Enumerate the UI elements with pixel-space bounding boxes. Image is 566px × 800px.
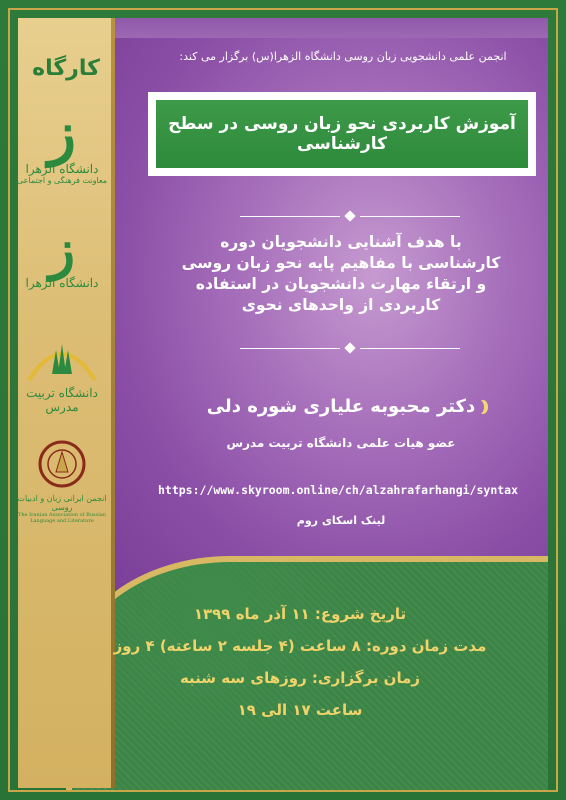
alzahra-logo-name: دانشگاه الزهرا xyxy=(25,276,99,290)
course-title: آموزش کاربردی نحو زبان روسی در سطح کارشناسی xyxy=(168,114,516,154)
purpose-line: کارشناسی با مفاهیم پایه نحو زبان روسی xyxy=(181,254,501,272)
ornament-divider-top xyxy=(230,210,470,222)
tarbiat-modares-logo xyxy=(14,334,110,414)
association-name: انجمن ایرانی زبان و ادبیات روسی xyxy=(17,494,107,512)
purpose-line: کاربردی از واحدهای نحوی xyxy=(241,296,441,314)
title-box xyxy=(148,92,536,176)
course-duration: مدت زمان دوره: ۸ ساعت (۴ جلسه ۲ ساعته) ۴ روز xyxy=(113,637,487,655)
speaker-name: دکتر محبوبه علیاری شوره دلی xyxy=(206,396,476,417)
session-days: زمان برگزاری: روزهای سه شنبه xyxy=(179,669,421,687)
association-seal-icon xyxy=(32,438,92,490)
ornament-divider-bottom xyxy=(230,342,470,354)
tarbiat-modares-name: دانشگاه تربیت مدرس xyxy=(26,386,98,414)
speaker-affiliation: عضو هیات علمی دانشگاه تربیت مدرس xyxy=(226,436,456,450)
start-date: تاریخ شروع: ۱۱ آذر ماه ۱۳۹۹ xyxy=(193,605,407,623)
skyroom-link[interactable]: https://www.skyroom.online/ch/alzahrafarhangi/syntax xyxy=(157,483,519,497)
purpose-line: با هدف آشنایی دانشجویان دوره xyxy=(220,233,462,251)
association-english-name: The Iranian Association of Russian Language and Literature xyxy=(18,512,106,524)
alzahra-cultural-logo xyxy=(14,99,110,185)
title-inner xyxy=(156,100,528,168)
schedule-block xyxy=(90,598,510,726)
workshop-label: کارگاه xyxy=(32,56,100,81)
alzahra-logo-icon: ز xyxy=(48,217,76,281)
top-bar xyxy=(112,18,548,38)
alzahra-logo-name: دانشگاه الزهرا xyxy=(25,162,99,176)
skyroom-link-label: لینک اسکای روم xyxy=(296,514,386,527)
session-time: ساعت ۱۷ الی ۱۹ xyxy=(237,701,363,719)
russian-association-logo xyxy=(14,438,110,524)
purpose-line: و ارتقاء مهارت دانشجویان در استفاده xyxy=(195,275,487,293)
tree-icon xyxy=(27,334,97,382)
purpose-text xyxy=(150,232,532,316)
alzahra-logo-icon: ز xyxy=(47,99,76,167)
alzahra-university-logo xyxy=(14,217,110,290)
alzahra-logo-sub: معاونت فرهنگی و اجتماعی xyxy=(16,176,108,185)
announcer-text: انجمن علمی دانشجویی زبان روسی دانشگاه الزهرا(س) برگزار می کند: xyxy=(179,50,507,63)
